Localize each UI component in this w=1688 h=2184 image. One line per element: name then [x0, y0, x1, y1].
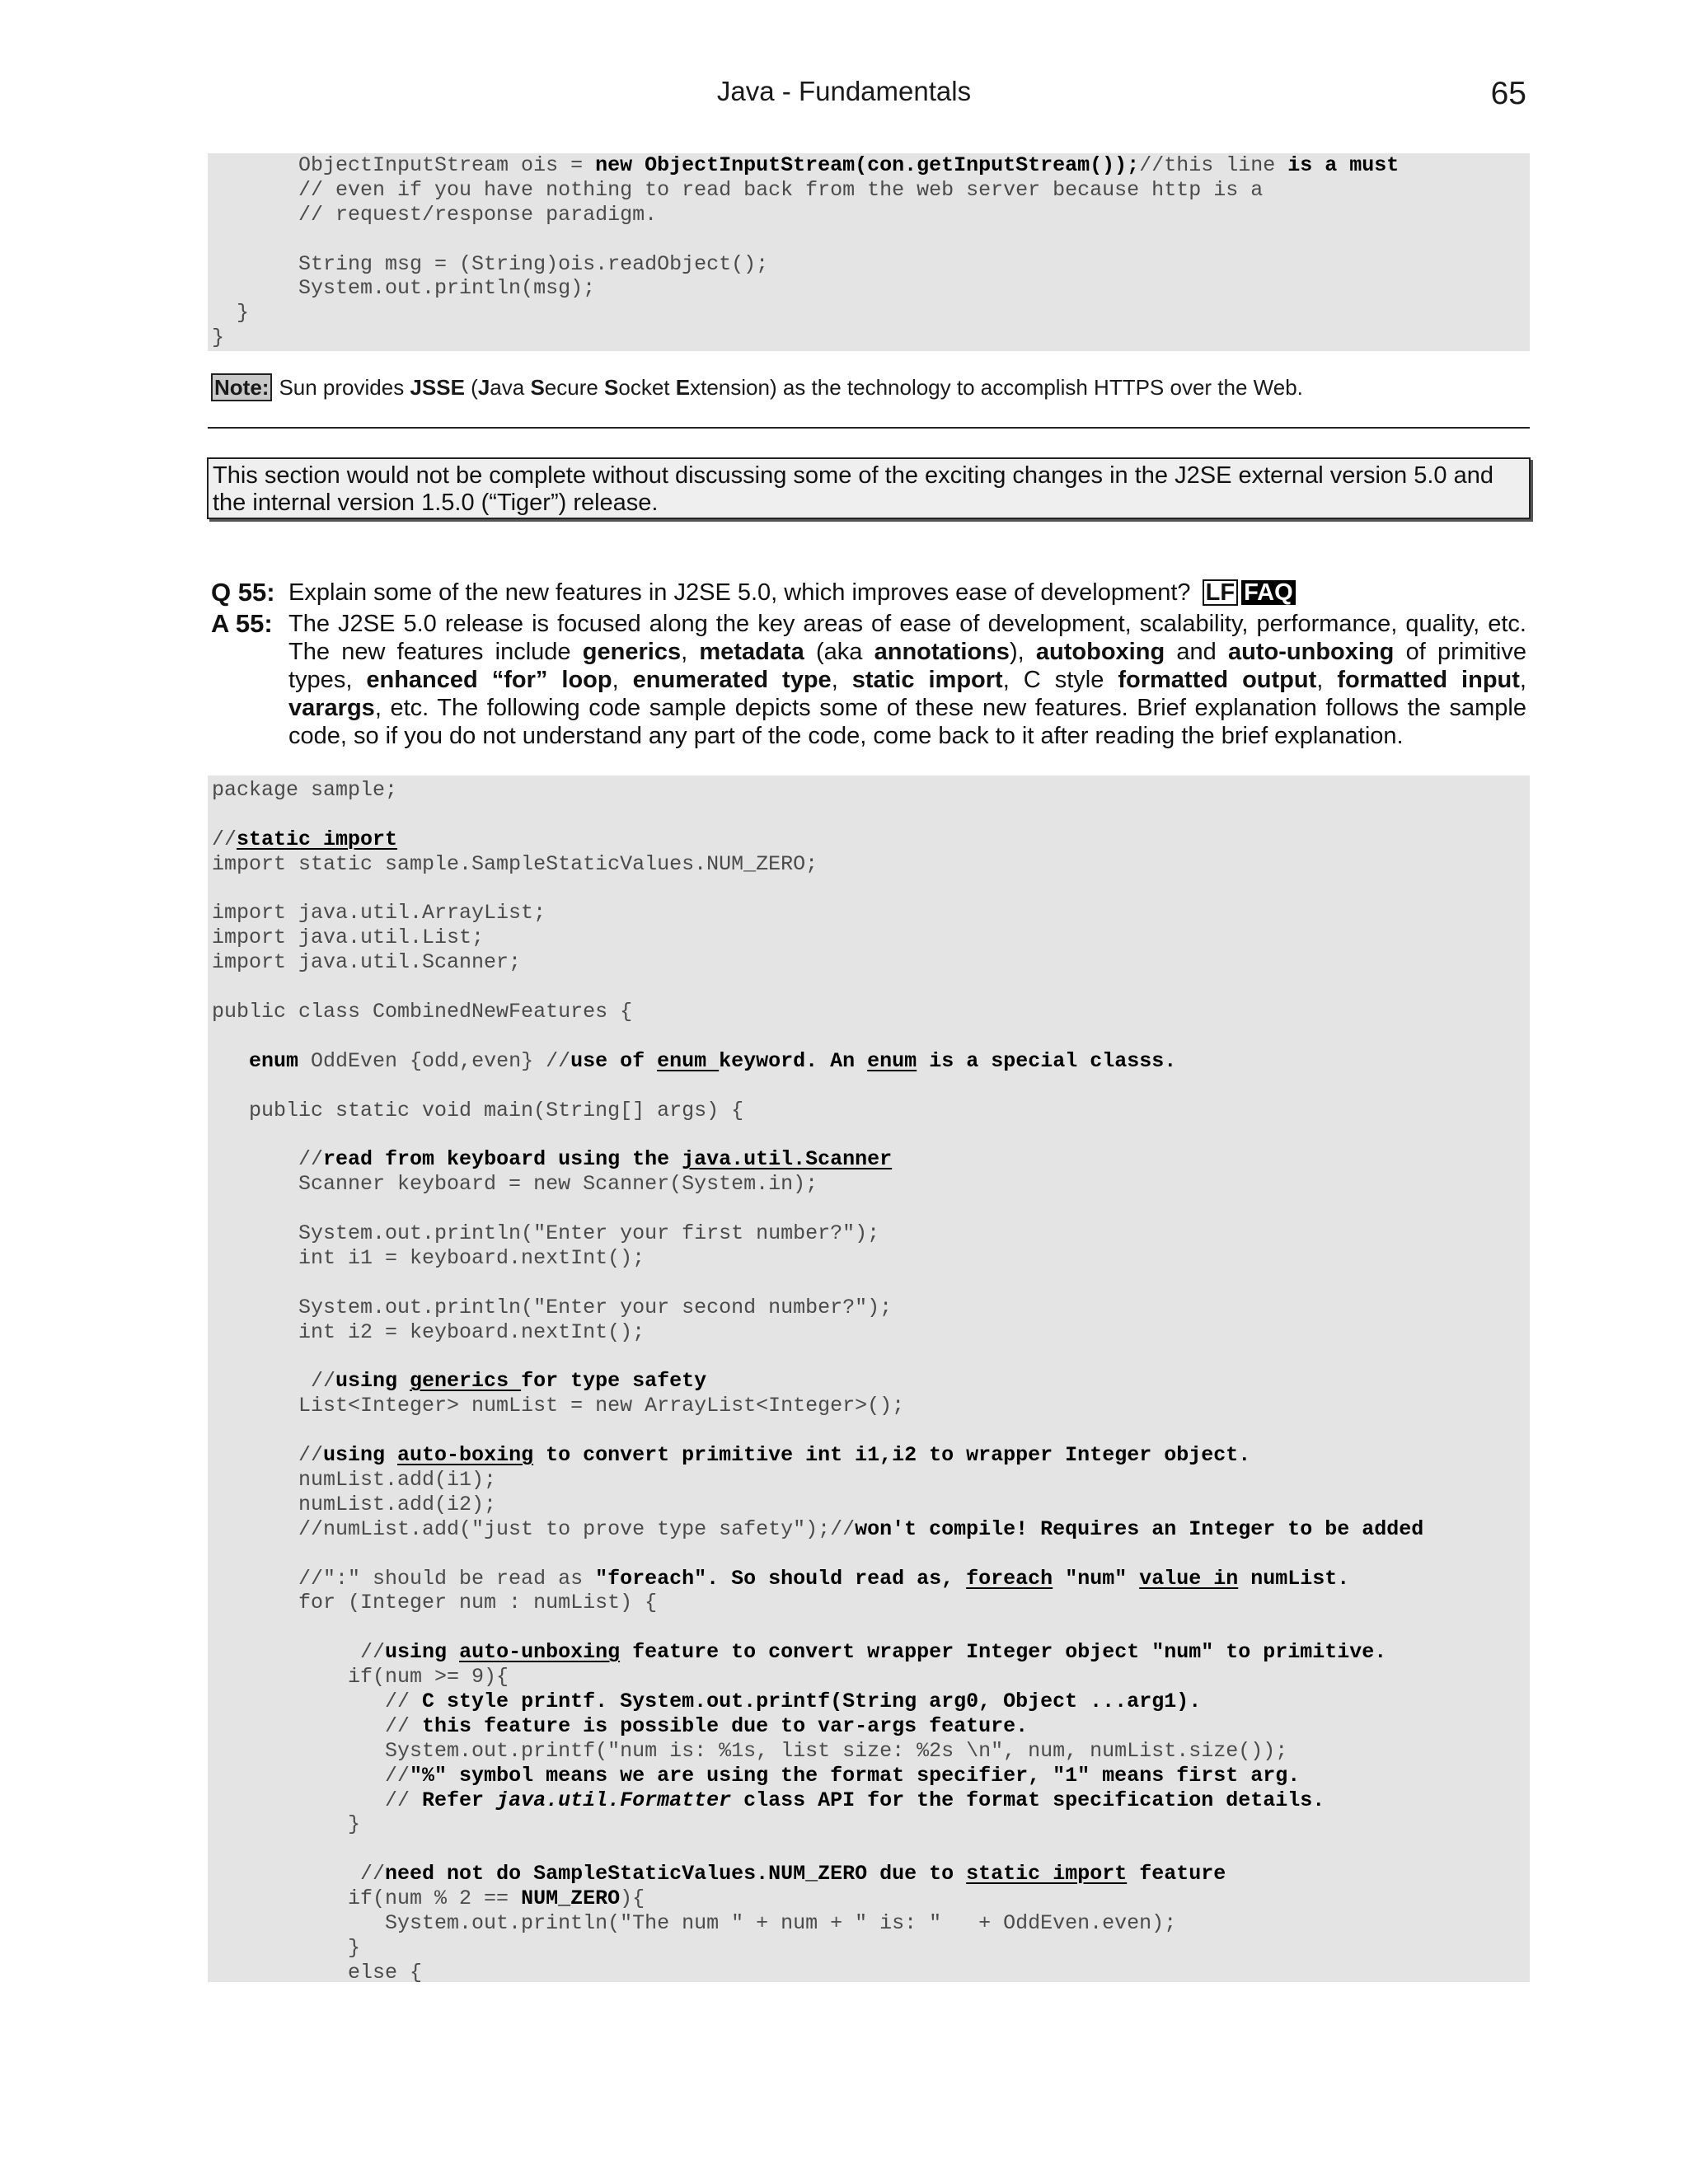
text-run: need not do SampleStaticValues.NUM_ZERO due to [385, 1862, 967, 1886]
text-run: auto-unboxing [459, 1640, 621, 1665]
text-run: if(num % 2 == [212, 1886, 522, 1911]
code-line [212, 1394, 1530, 1418]
code-line [212, 203, 1530, 227]
text-run: // [212, 1147, 324, 1172]
text-run: enum [657, 1048, 720, 1073]
text-run: , etc. The following code sample depicts some of these new features. Brief explanation follows the sample code, so if you do not understand any part of the code, come back to it after reading the brief explanation. [288, 695, 1526, 749]
code-line [212, 852, 1530, 877]
text-run: numList. [1238, 1566, 1350, 1591]
code-line [212, 1615, 1530, 1640]
text-run: , C style [1002, 667, 1118, 693]
text-run: String msg = (String)ois.readObject(); [212, 251, 769, 276]
code-line [212, 1936, 1530, 1961]
text-run: ocket [618, 375, 676, 400]
code-line [212, 827, 1530, 852]
text-run: J [477, 375, 490, 400]
text-run: // [212, 827, 237, 851]
code-line [212, 1739, 1530, 1764]
text-run: annotations [874, 639, 1010, 665]
code-line [212, 1320, 1530, 1345]
text-run: for type safety [521, 1369, 707, 1394]
text-run: , [831, 667, 852, 693]
text-run: using [323, 1443, 398, 1468]
text-run: int i1 = keyboard.nextInt(); [212, 1245, 645, 1270]
text-run: } [212, 326, 225, 350]
code-line [212, 178, 1530, 203]
text-run: is a special classs. [917, 1048, 1177, 1073]
code-line [212, 803, 1530, 827]
text-run: //numList.add("just to prove type safety");// [212, 1516, 856, 1541]
text-run: of primitive types, [288, 639, 1526, 693]
code-line [212, 1542, 1530, 1567]
text-run: //this line [1139, 153, 1288, 177]
text-run: ( [464, 375, 478, 400]
text-run: foreach [966, 1566, 1053, 1591]
text-run: generics [410, 1369, 522, 1394]
text-run: java.util.Formatter [496, 1788, 732, 1812]
text-run: // request/response paradigm. [212, 202, 658, 227]
code-line [212, 1591, 1530, 1615]
text-run [212, 1049, 249, 1073]
text-run: // [212, 1689, 423, 1713]
text-run: S [604, 375, 619, 400]
text-run: feature [1127, 1862, 1226, 1886]
question-body [288, 579, 1526, 607]
code-line [212, 1221, 1530, 1246]
text-run: System.out.printf("num is: %1s, list size: %2s \n", num, numList.size()); [212, 1738, 1288, 1763]
text-run: OddEven {odd,even} // [298, 1048, 571, 1073]
text-run: (aka [804, 639, 874, 665]
code-line [212, 1468, 1530, 1493]
code-line [212, 1122, 1530, 1147]
code-line [212, 1246, 1530, 1271]
text-run: The J2SE 5.0 release is focused along the key areas of ease of development, scalability, performance, quality, etc. The new features include [288, 611, 1526, 665]
text-run: to convert primitive int i1,i2 to wrapper Integer object. [533, 1443, 1251, 1468]
text-run: E [675, 375, 691, 400]
code-line [212, 1714, 1530, 1739]
question-text: Explain some of the new features in J2SE 5.0, which improves ease of development? [288, 579, 1191, 606]
text-run: is a must [1287, 153, 1400, 177]
code-line [212, 252, 1530, 277]
code-line [212, 1344, 1530, 1369]
code-line [212, 1517, 1530, 1542]
text-run: new ObjectInputStream(con.getInputStream()); [595, 153, 1140, 177]
text-run: formatted output [1118, 667, 1317, 693]
text-run: C style printf. System.out.printf(String arg0, Object ...arg1). [422, 1689, 1202, 1713]
text-run: enum [249, 1048, 299, 1073]
text-run: static import [851, 667, 1003, 693]
text-run: enum [867, 1048, 917, 1073]
text-run: System.out.println("Enter your second number?"); [212, 1295, 893, 1319]
text-run: } [212, 1812, 361, 1837]
text-run: int i2 = keyboard.nextInt(); [212, 1319, 645, 1344]
code-line [212, 1788, 1530, 1813]
text-run: enhanced “for” loop [366, 667, 612, 693]
code-line [212, 276, 1530, 301]
text-run: public class CombinedNewFeatures { [212, 1000, 633, 1024]
code-line [212, 1024, 1530, 1049]
text-run: "%" symbol means we are using the format specifier, "1" means first arg. [410, 1763, 1301, 1788]
text-run: Scanner keyboard = new Scanner(System.in); [212, 1172, 818, 1197]
code-line [212, 1911, 1530, 1936]
text-run: keyword. An [719, 1048, 868, 1073]
code-line [212, 1665, 1530, 1690]
text-run: Sun provides [279, 375, 410, 400]
code-line [212, 326, 1530, 350]
code-line [212, 975, 1530, 1000]
question-55 [211, 579, 1526, 607]
text-run: , [681, 639, 700, 665]
text-run: // [212, 1369, 336, 1394]
code-line [212, 1764, 1530, 1788]
text-run: else { [212, 1960, 423, 1985]
code-line [212, 1493, 1530, 1517]
text-run: // [212, 1788, 423, 1812]
code-line [212, 1690, 1530, 1714]
code-line [212, 1369, 1530, 1394]
answer-text [288, 610, 1526, 750]
page-number: 65 [1490, 76, 1526, 111]
text-run: //":" should be read as [212, 1566, 596, 1591]
lf-badge: LF [1203, 579, 1238, 606]
text-run: import static sample.SampleStaticValues.NUM_ZERO; [212, 851, 818, 876]
note-text [279, 375, 1302, 400]
text-run: ava [490, 375, 531, 400]
text-run: use of [570, 1048, 658, 1073]
text-run: "foreach". So should read as, [595, 1566, 967, 1591]
answer-55 [211, 610, 1526, 750]
text-run: won't compile! Requires an Integer to be added [855, 1516, 1424, 1541]
faq-badge: FAQ [1241, 580, 1296, 605]
code-line [212, 778, 1530, 803]
code-block-continuation [208, 153, 1530, 351]
code-line [212, 1172, 1530, 1197]
text-run: enumerated type [632, 667, 832, 693]
text-run: for (Integer num : numList) { [212, 1591, 658, 1615]
text-run: Refer [422, 1788, 497, 1812]
text-run: // [212, 1443, 324, 1468]
code-line [212, 1837, 1530, 1862]
text-run: numList.add(i1); [212, 1467, 497, 1492]
text-run: JSSE [410, 375, 465, 400]
text-run: ), [1009, 639, 1036, 665]
text-run: xtension) as the technology to accomplish HTTPS over the Web. [690, 375, 1303, 400]
text-run: } [212, 1935, 361, 1960]
text-run: using [335, 1369, 410, 1394]
code-line [212, 153, 1530, 178]
code-line [212, 1812, 1530, 1837]
text-run: // even if you have nothing to read back from the web server because http is a [212, 177, 1264, 202]
text-run: package sample; [212, 778, 398, 802]
text-run: auto-boxing [397, 1443, 534, 1468]
text-run: import java.util.List; [212, 926, 485, 950]
code-line [212, 901, 1530, 926]
text-run: System.out.println("Enter your first number?"); [212, 1221, 880, 1246]
text-run: if(num >= 9){ [212, 1665, 509, 1690]
text-run: // [212, 1862, 386, 1886]
text-run: ObjectInputStream ois = [212, 153, 596, 177]
text-run: and [1165, 639, 1229, 665]
text-run: "num" [1053, 1566, 1140, 1591]
text-run: numList.add(i2); [212, 1492, 497, 1516]
note-badge: Note: [211, 373, 272, 401]
code-line [212, 1862, 1530, 1886]
text-run: NUM_ZERO [521, 1886, 621, 1911]
code-line [212, 1271, 1530, 1296]
code-line [212, 1640, 1530, 1665]
code-line [212, 1099, 1530, 1123]
text-run: , [612, 667, 633, 693]
code-block-combined-new-features [208, 776, 1530, 1985]
running-header-title: Java - Fundamentals [716, 76, 972, 106]
code-line [212, 1074, 1530, 1099]
code-line [212, 1147, 1530, 1172]
code-line [212, 1418, 1530, 1443]
text-run: generics [582, 639, 682, 665]
code-line [212, 1443, 1530, 1468]
text-run: List<Integer> numList = new ArrayList<Integer>(); [212, 1394, 905, 1418]
text-run: // [212, 1763, 410, 1788]
section-divider [208, 427, 1530, 429]
text-run: value in [1139, 1566, 1239, 1591]
text-run: metadata [699, 639, 804, 665]
text-run: using [385, 1640, 460, 1665]
text-run: formatted input [1337, 667, 1520, 693]
code-line [212, 1000, 1530, 1024]
code-line [212, 877, 1530, 902]
text-run: ecure [544, 375, 605, 400]
code-line [212, 926, 1530, 950]
text-run: this feature is possible due to var-args feature. [422, 1713, 1029, 1738]
text-run: java.util.Scanner [682, 1147, 893, 1172]
text-run: , [1316, 667, 1338, 693]
text-run: class API for the format specification details. [731, 1788, 1325, 1812]
note-paragraph [211, 373, 1303, 401]
text-run: static import [237, 827, 398, 851]
text-run: static import [966, 1862, 1128, 1886]
code-line [212, 1567, 1530, 1591]
text-run: ){ [620, 1886, 645, 1911]
text-run: feature to convert wrapper Integer object "num" to primitive. [620, 1640, 1387, 1665]
text-run: autoboxing [1035, 639, 1165, 665]
text-run: // [212, 1640, 386, 1665]
text-run: public static void main(String[] args) { [212, 1098, 744, 1122]
code-line [212, 1296, 1530, 1320]
text-run: import java.util.ArrayList; [212, 901, 546, 926]
code-line [212, 1049, 1530, 1074]
answer-label: A 55: [211, 609, 273, 638]
text-run: System.out.println("The num " + num + " is: " + OddEven.even); [212, 1910, 1177, 1935]
question-label: Q 55: [211, 578, 275, 607]
code-line [212, 227, 1530, 252]
section-intro-box: This section would not be complete without discussing some of the exciting changes in the J2SE external version 5.0 and the internal version 1.5.0 (“Tiger”) release. [207, 457, 1531, 519]
text-run: S [530, 375, 545, 400]
text-run: System.out.println(msg); [212, 276, 596, 301]
text-run: auto-unboxing [1228, 639, 1395, 665]
text-run: , [1519, 667, 1526, 693]
code-line [212, 950, 1530, 975]
text-run: // [212, 1713, 423, 1738]
text-run: import java.util.Scanner; [212, 950, 522, 975]
code-line [212, 1961, 1530, 1985]
text-run: varargs [288, 695, 375, 721]
text-run: read from keyboard using the [323, 1147, 682, 1172]
code-line [212, 301, 1530, 326]
text-run: } [212, 301, 250, 326]
code-line [212, 1886, 1530, 1911]
code-line [212, 1197, 1530, 1221]
